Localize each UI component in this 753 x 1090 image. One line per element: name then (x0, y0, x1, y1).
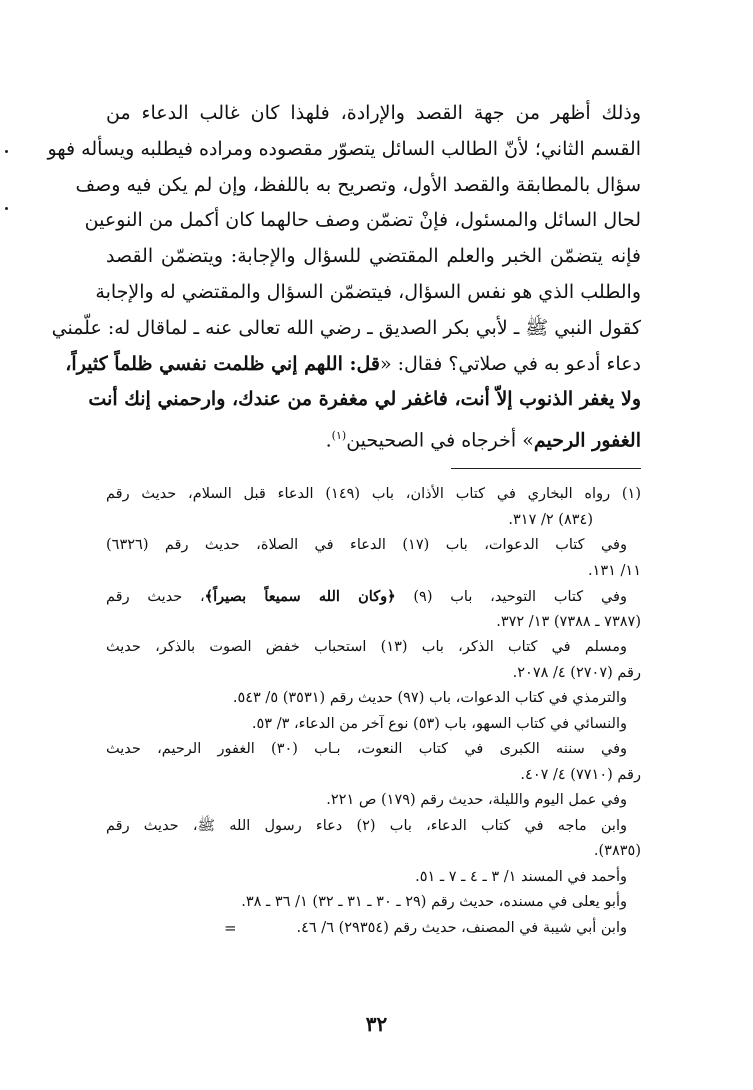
footnote-separator (451, 468, 641, 469)
text-line: كقول النبي ﷺ ـ لأبي بكر الصديق ـ رضي الله تعالى عنه ـ لماقال له: علّمني (51, 316, 641, 339)
footnote-line: (٨٣٤) ٢/ ٣١٧. (508, 511, 593, 528)
footnote-line: وأحمد في المسند ١/ ٣ ـ ٤ ـ ٧ ـ ٥١. (415, 868, 627, 885)
footnotes (106, 482, 641, 941)
footnote-marker: (١) (331, 429, 347, 443)
footnote-line: وابن ماجه في كتاب الدعاء، باب (٢) دعاء رسول الله ﷺ، حديث رقم (106, 817, 627, 834)
text-line: فإنه يتضمّن الخبر والعلم المقتضي للسؤال والإجابة: ويتضمّن القصد (106, 245, 641, 268)
margin-mark (5, 207, 8, 210)
page-number: ٣٢ (365, 1012, 388, 1036)
quran-verse: ﴿وكان الله سميعاً بصيراً﴾ (204, 588, 396, 605)
text-line: لحال السائل والمسئول، فإنْ تضمّن وصف حالهما كان أكمل من النوعين (84, 209, 641, 232)
footnote-line: ومسلم في كتاب الذكر، باب (١٣) استحباب خفض الصوت بالذكر، حديث (106, 639, 627, 655)
hadith-text: قل: اللهم إني ظلمت نفسي ظلماً كثيراً، (65, 352, 380, 375)
footnote-line: والترمذي في كتاب الدعوات، باب (٩٧) حديث رقم (٣٥٣١) ٥/ ٥٤٣. (232, 690, 627, 706)
text-span: ، حديث رقم (106, 589, 205, 605)
footnote-line: وفي عمل اليوم والليلة، حديث رقم (١٧٩) ص ٢٢١. (326, 792, 627, 808)
hadith-text: الغفور الرحيم (533, 429, 641, 452)
text-line: القسم الثاني؛ لأنّ الطالب السائل يتصوّر مقصوده ومراده فيطلبه ويسأله فهو (47, 137, 641, 160)
continuation-mark: = (224, 918, 237, 937)
footnote-line: وفي سننه الكبرى في كتاب النعوت، بـاب (٣٠) الغفور الرحيم، حديث (106, 741, 627, 757)
main-text (47, 96, 641, 454)
text-span: وابن أبي شيبة في المصنف، حديث رقم (٢٩٣٥٤) ٦/ ٤٦. (296, 919, 627, 936)
text-span: . (325, 429, 332, 452)
footnote-line (106, 584, 641, 610)
text-line (106, 418, 641, 454)
footnote-line: وفي كتاب الدعوات، باب (١٧) الدعاء في الصلاة، حديث رقم (٦٣٢٦) (106, 537, 627, 553)
footnote-line: (٧٣٨٧ ـ ٧٣٨٨) ١٣/ ٣٧٢. (496, 613, 641, 630)
text-span: وفي كتاب التوحيد، باب (٩) (395, 589, 627, 605)
footnote-line: (٣٨٣٥). (593, 843, 641, 859)
text-line: وذلك أظهر من جهة القصد والإرادة، فلهذا كان غالب الدعاء من (106, 102, 641, 124)
footnote-line: رقم (٧٧١٠) ٤/ ٤٠٧. (520, 766, 641, 783)
footnote-line: ١١/ ١٣١. (587, 562, 641, 579)
footnote-line: والنسائي في كتاب السهو، باب (٥٣) نوع آخر من الدعاء، ٣/ ٥٣. (251, 715, 627, 732)
footnote-line: (١) رواه البخاري في كتاب الأذان، باب (١٤٩) الدعاء قبل السلام، حديث رقم (106, 486, 641, 502)
text-span: » أخرجاه في الصحيحين (346, 429, 534, 452)
margin-mark (5, 150, 8, 153)
footnote-line: وأبو يعلى في مسنده، حديث رقم (٢٩ ـ ٣٠ ـ ٣١ ـ ٣٢) ١/ ٣٦ ـ ٣٨. (241, 894, 627, 910)
footnote-line: رقم (٢٧٠٧) ٤/ ٢٠٧٨. (512, 664, 641, 681)
text-line (65, 347, 641, 383)
text-span: دعاء أدعو به في صلاتي؟ فقال: « (379, 352, 641, 375)
text-line: سؤال بالمطابقة والقصد الأول، وتصريح به باللفظ، وإن لم يكن فيه وصف (75, 173, 641, 196)
hadith-text: ولا يغفر الذنوب إلاّ أنت، فاغفر لي مغفرة من عندك، وارحمني إنك أنت (88, 388, 641, 411)
text-line: والطلب الذي هو نفس السؤال، فيتضمّن السؤال والمقتضي له والإجابة (95, 280, 641, 303)
footnote-line (106, 916, 641, 942)
